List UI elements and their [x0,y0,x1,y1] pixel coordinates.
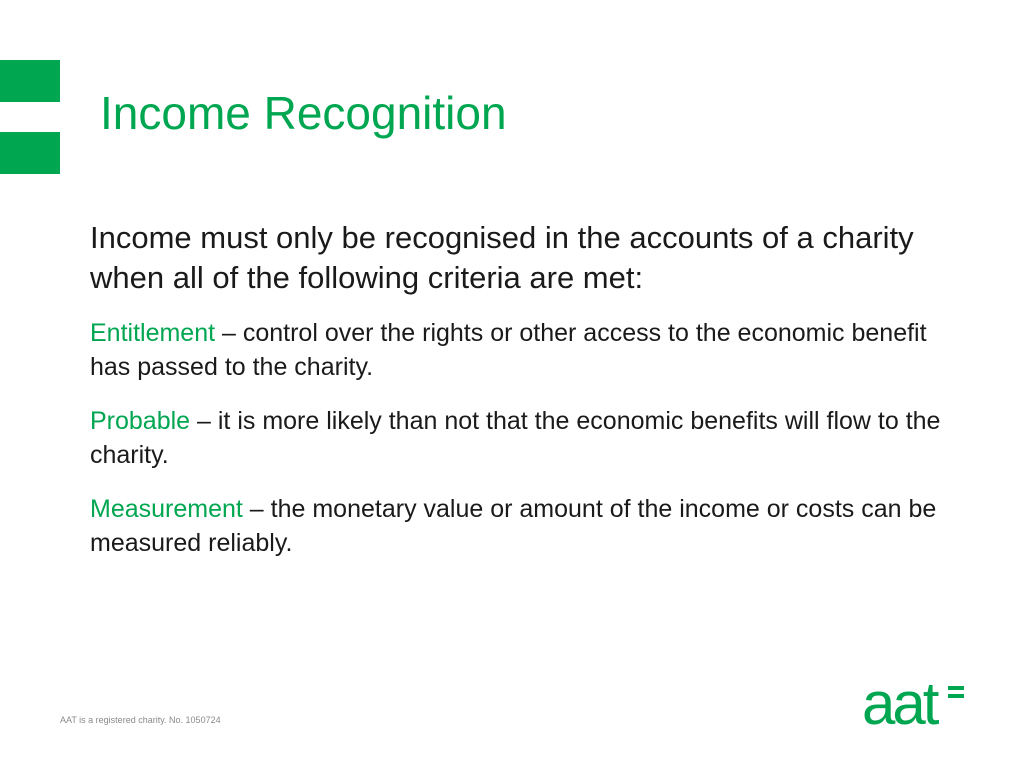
slide-body [90,218,970,580]
criterion-description: – it is more likely than not that the economic benefits will flow to the charity. [90,407,941,469]
intro-text: Income must only be recognised in the accounts of a charity when all of the following criteria are met: [90,220,914,295]
charity-footer-note: AAT is a registered charity. No. 1050724 [60,715,221,725]
criterion-description: – the monetary value or amount of the income or costs can be measured reliably. [90,495,937,557]
criterion-term: Measurement [90,495,243,523]
logo-wordmark: aat [862,672,937,732]
logo-equals-top [948,686,964,690]
criterion-entitlement [90,316,970,384]
aat-logo [860,672,968,732]
criterion-term: Probable [90,407,191,435]
criterion-probable [90,404,970,472]
criterion-measurement [90,492,970,560]
accent-bar-bottom [0,132,60,174]
logo-equals-bottom [948,694,964,698]
accent-bar-top [0,60,60,102]
slide-title: Income Recognition [100,87,507,139]
criterion-description: – control over the rights or other access to the economic benefit has passed to the charity. [90,319,927,381]
criterion-term: Entitlement [90,319,216,347]
